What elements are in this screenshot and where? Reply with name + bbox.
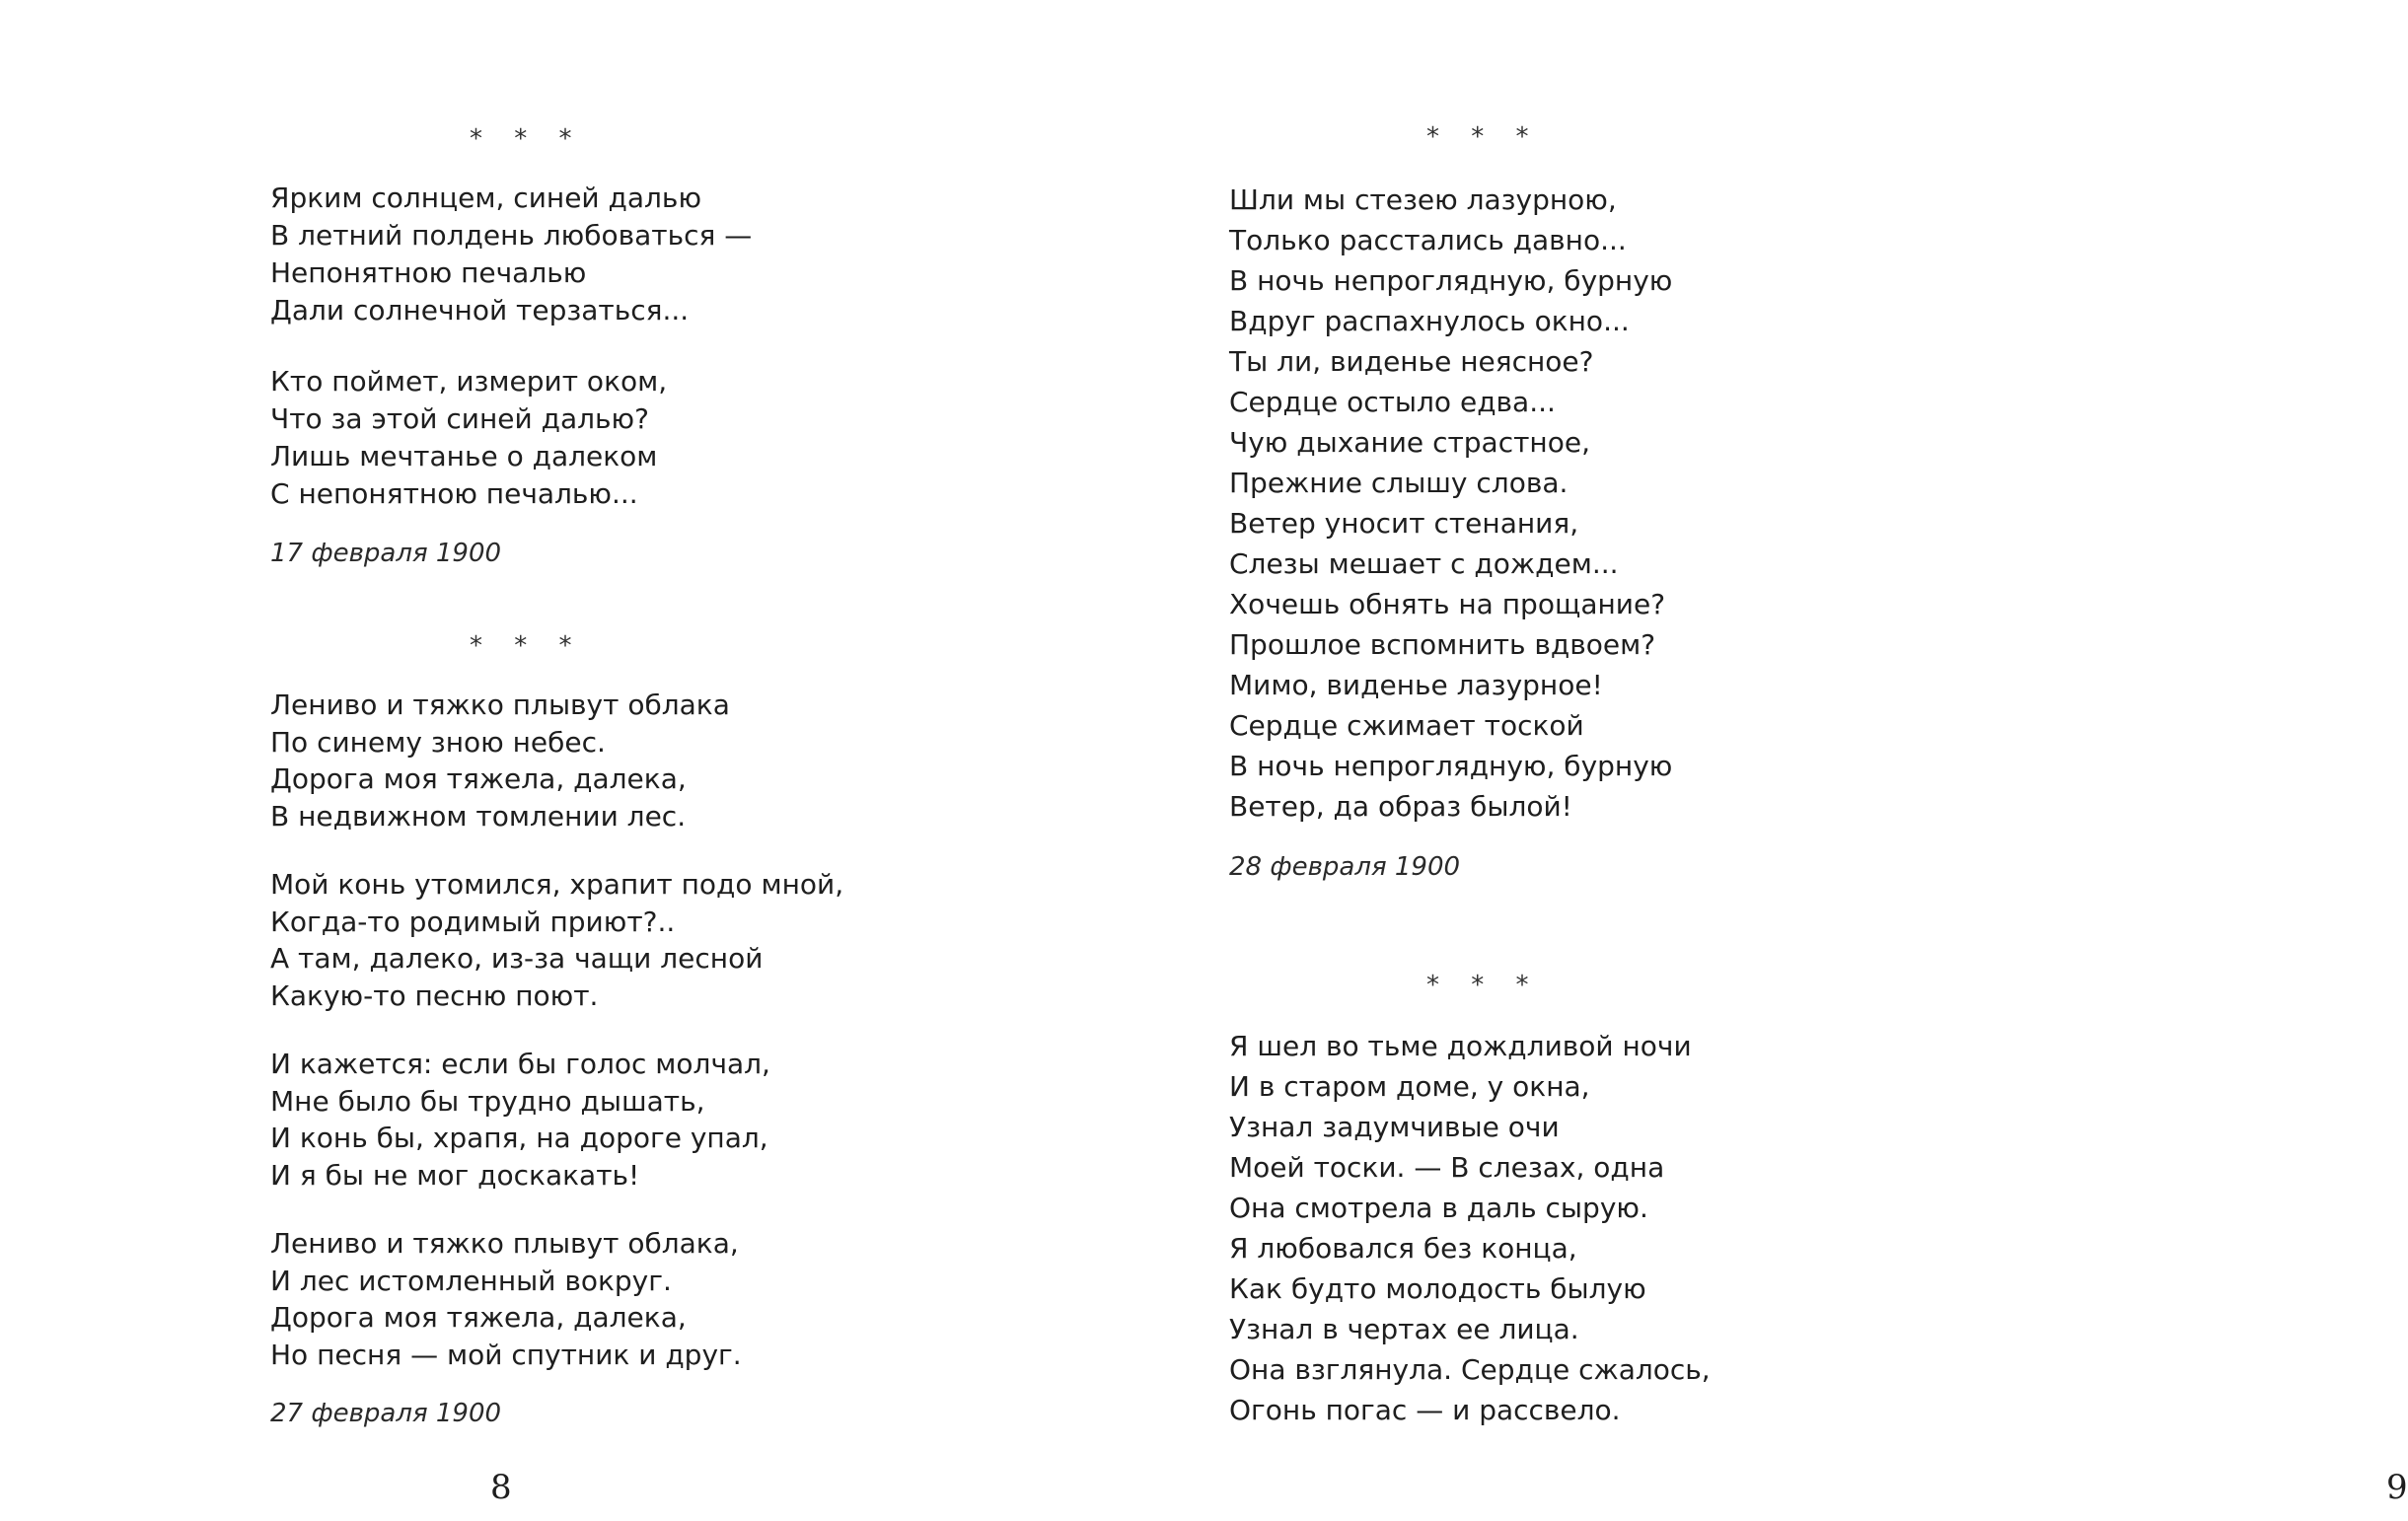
poem	[1229, 971, 1711, 1430]
stanza	[1229, 1026, 1711, 1430]
poem	[270, 631, 843, 1428]
verse-line: Моей тоски. — В слезах, одна	[1229, 1151, 1665, 1184]
stanza	[1229, 180, 1672, 827]
verse-line: Прошлое вспомнить вдвоем?	[1229, 628, 1656, 661]
verse-line: Дорога моя тяжела, далека,	[270, 762, 687, 795]
verse-line: Ярким солнцем, синей далью	[270, 181, 702, 214]
stanza	[270, 1046, 843, 1194]
verse-line: Узнал задумчивые очи	[1229, 1111, 1560, 1143]
verse-line: Вдруг распахнулось окно...	[1229, 305, 1630, 337]
verse-line: Чую дыхание страстное,	[1229, 426, 1590, 459]
verse-line: И конь бы, храпя, на дороге упал,	[270, 1122, 768, 1154]
verse-line: Лишь мечтанье о далеком	[270, 440, 658, 472]
verse-line: По синему зною небес.	[270, 725, 606, 759]
section-separator: * * *	[470, 631, 584, 661]
poem-date: 17 февраля 1900	[270, 539, 502, 568]
stanza	[270, 180, 752, 329]
verse-line: Узнал в чертах ее лица.	[1229, 1313, 1579, 1345]
poem-date: 27 февраля 1900	[270, 1399, 502, 1428]
verse-line: Прежние слышу слова.	[1229, 467, 1569, 499]
poem	[270, 124, 752, 568]
verse-line: Сердце сжимает тоской	[1229, 709, 1584, 742]
verse-line: Мне было бы трудно дышать,	[270, 1084, 705, 1118]
verse-line: Ветер, да образ былой!	[1229, 790, 1572, 823]
verse-line: Она взглянула. Сердце сжалось,	[1229, 1353, 1711, 1386]
right-page	[951, 0, 2408, 1521]
verse-line: Лениво и тяжко плывут облака	[270, 688, 730, 721]
verse-line: Что за этой синей далью?	[270, 402, 649, 435]
verse-line: Ветер уносит стенания,	[1229, 507, 1579, 540]
verse-line: Шли мы стезею лазурною,	[1229, 183, 1617, 216]
verse-line: И кажется: если бы голос молчал,	[270, 1048, 770, 1080]
verse-line: И я бы не мог доскакать!	[270, 1158, 640, 1192]
poem-date: 28 февраля 1900	[1229, 852, 1461, 882]
stanza	[270, 687, 843, 834]
verse-line: В ночь непроглядную, бурную	[1229, 750, 1673, 782]
verse-line: Только расстались давно...	[1229, 224, 1627, 256]
verse-line: Дали солнечной терзаться...	[270, 294, 690, 326]
verse-line: Она смотрела в даль сырую.	[1229, 1192, 1648, 1224]
left-page	[0, 0, 951, 1521]
page-number: 9	[2386, 1468, 2408, 1507]
section-separator: * * *	[1426, 971, 1541, 1000]
poem	[1229, 122, 1672, 882]
verse-line: И в старом доме, у окна,	[1229, 1070, 1590, 1103]
verse-line: Мимо, виденье лазурное!	[1229, 669, 1603, 701]
stanza	[270, 866, 843, 1014]
stanza	[270, 363, 752, 513]
verse-line: Какую-то песню поют.	[270, 978, 599, 1012]
verse-line: В летний полдень любоваться —	[270, 219, 753, 252]
stanza	[270, 1225, 843, 1373]
section-separator: * * *	[470, 124, 584, 154]
verse-line: В недвижном томлении лес.	[270, 799, 687, 833]
verse-line: Лениво и тяжко плывут облака,	[270, 1227, 739, 1260]
verse-line: Слезы мешает с дождем...	[1229, 547, 1619, 580]
verse-line: Кто поймет, измерит оком,	[270, 365, 668, 398]
verse-line: Непонятною печалью	[270, 256, 587, 289]
page-number: 8	[490, 1468, 512, 1507]
verse-line: Когда-то родимый приют?..	[270, 905, 676, 938]
verse-line: Дорога моя тяжела, далека,	[270, 1301, 687, 1334]
verse-line: Сердце остыло едва...	[1229, 386, 1556, 418]
verse-line: Как будто молодость былую	[1229, 1272, 1646, 1305]
verse-line: Я шел во тьме дождливой ночи	[1229, 1030, 1692, 1062]
verse-line: С непонятною печалью...	[270, 477, 638, 510]
verse-line: И лес истомленный вокруг.	[270, 1264, 672, 1297]
section-separator: * * *	[1426, 122, 1541, 152]
verse-line: Я любовался без конца,	[1229, 1232, 1577, 1265]
verse-line: В ночь непроглядную, бурную	[1229, 264, 1673, 297]
verse-line: Ты ли, виденье неясное?	[1229, 345, 1594, 378]
verse-line: Мой конь утомился, храпит подо мной,	[270, 868, 844, 901]
verse-line: Но песня — мой спутник и друг.	[270, 1338, 742, 1371]
verse-line: А там, далеко, из-за чащи лесной	[270, 942, 764, 975]
verse-line: Огонь погас — и рассвело.	[1229, 1394, 1621, 1426]
verse-line: Хочешь обнять на прощание?	[1229, 588, 1666, 620]
